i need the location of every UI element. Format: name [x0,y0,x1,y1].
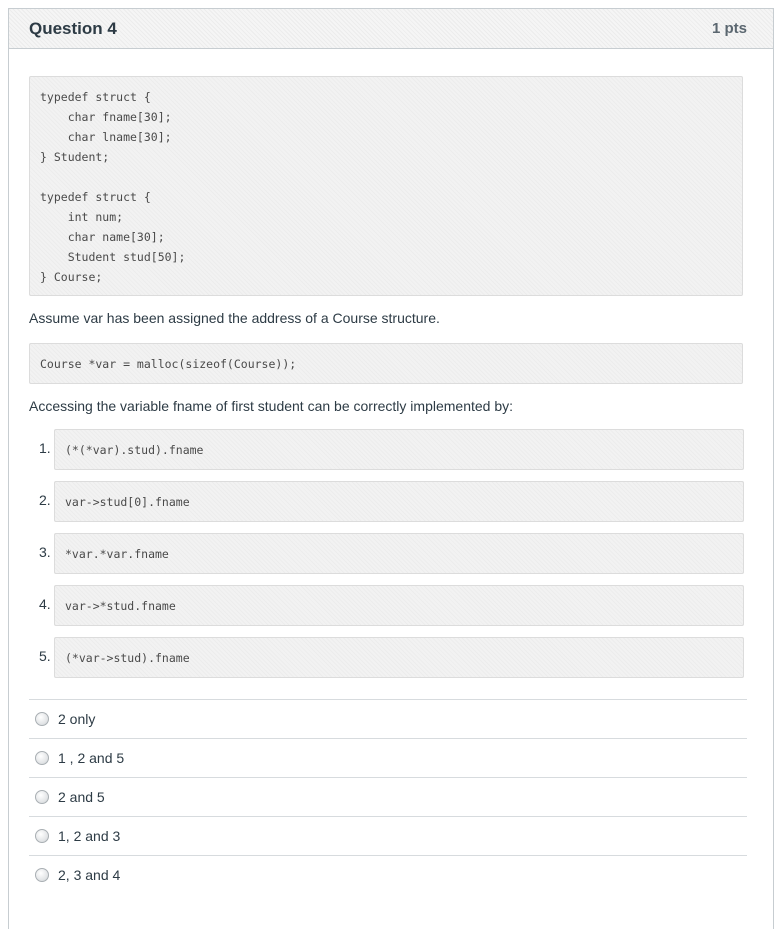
option-item [29,429,747,481]
question-points: 1 pts [711,20,747,37]
question-header [9,9,773,49]
option-code-block [54,481,744,522]
option-code-block [54,429,744,470]
answer-label[interactable]: 2, 3 and 4 [58,867,121,883]
answer-choices [29,699,747,894]
answer-choice[interactable] [29,738,747,777]
option-list [29,429,747,689]
option-item [29,637,747,689]
option-code-block [54,585,744,626]
answer-label[interactable]: 1 , 2 and 5 [58,750,125,766]
option-code: (*(*var).stud).fname [65,443,204,457]
answer-choice[interactable] [29,855,747,894]
option-item [29,481,747,533]
option-code: *var.*var.fname [65,547,169,561]
radio-button[interactable] [35,868,49,882]
answer-label[interactable]: 2 only [58,711,96,727]
answer-label[interactable]: 1, 2 and 3 [58,828,121,844]
radio-button[interactable] [35,751,49,765]
radio-button[interactable] [35,790,49,804]
prompt-accessing: Accessing the variable fname of first student can be correctly implemented by: [29,398,514,414]
radio-button[interactable] [35,829,49,843]
answer-label[interactable]: 2 and 5 [58,789,105,805]
option-code: (*var->stud).fname [65,651,190,665]
option-number: 3. [39,544,51,560]
struct-code: typedef struct { char fname[30]; char lname[30]; } Student; typedef struct { int num; char name[30]; Student stud[50]; } Course; [40,90,186,284]
option-code-block [54,533,744,574]
option-item [29,585,747,637]
malloc-code-block [29,343,743,384]
answer-choice[interactable] [29,816,747,855]
option-number: 1. [39,440,51,456]
option-item [29,533,747,585]
question-title: Question 4 [29,18,117,38]
struct-code-block [29,76,743,296]
option-number: 4. [39,596,51,612]
option-number: 2. [39,492,51,508]
option-code-block [54,637,744,678]
answer-choice[interactable] [29,699,747,738]
option-code: var->*stud.fname [65,599,176,613]
prompt-assume: Assume var has been assigned the address of a Course structure. [29,310,440,326]
answer-choice[interactable] [29,777,747,816]
question-card [8,8,774,929]
option-code: var->stud[0].fname [65,495,190,509]
question-body [9,76,773,894]
malloc-code: Course *var = malloc(sizeof(Course)); [40,357,297,371]
radio-button[interactable] [35,712,49,726]
option-number: 5. [39,648,51,664]
